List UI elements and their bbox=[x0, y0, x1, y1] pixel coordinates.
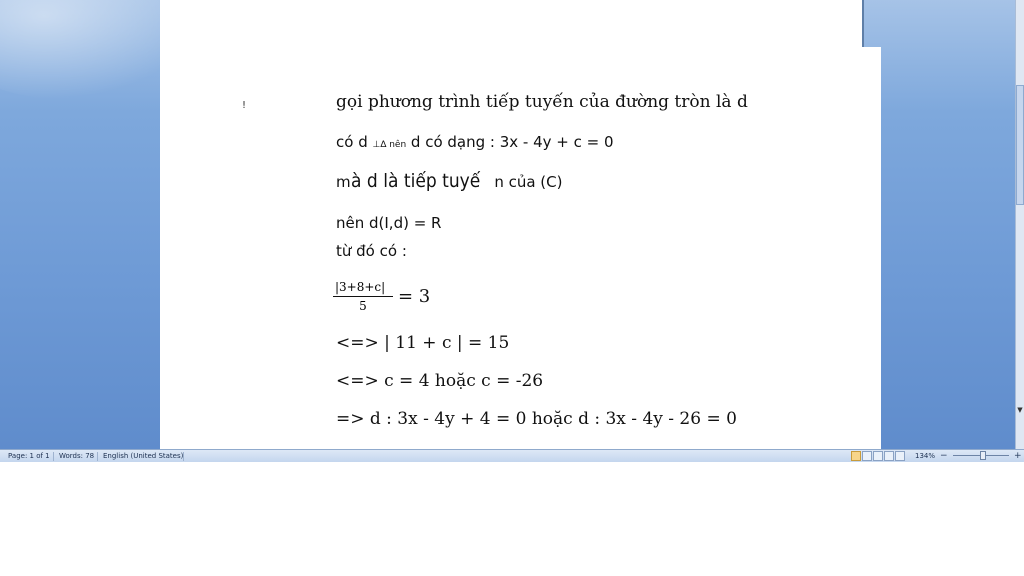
doc-line-2[interactable] bbox=[336, 133, 614, 151]
status-separator bbox=[97, 452, 98, 461]
doc-line-2-subscript: ⊥∆ nên bbox=[372, 140, 407, 150]
doc-line-2-end: d có dạng : 3x - 4y + c = 0 bbox=[406, 133, 614, 151]
scrollbar-thumb[interactable] bbox=[1016, 85, 1024, 205]
doc-line-3-large: à d là tiếp tuyế bbox=[350, 170, 480, 192]
vertical-scrollbar[interactable] bbox=[1015, 0, 1024, 449]
doc-line-3[interactable] bbox=[336, 170, 562, 192]
status-separator bbox=[183, 452, 184, 461]
fraction-numerator: |3+8+c| bbox=[335, 280, 386, 294]
full-screen-reading-icon[interactable] bbox=[862, 451, 872, 461]
zoom-in-icon[interactable]: + bbox=[1014, 451, 1022, 461]
doc-line-3-start: m bbox=[336, 173, 351, 191]
page-edge-shadow bbox=[862, 0, 864, 47]
doc-line-2-start: có d bbox=[336, 133, 373, 151]
draft-icon[interactable] bbox=[895, 451, 905, 461]
print-layout-icon[interactable] bbox=[851, 451, 861, 461]
word-count[interactable]: Words: 78 bbox=[59, 452, 95, 460]
doc-line-8[interactable]: => d : 3x - 4y + 4 = 0 hoặc d : 3x - 4y - 26 = 0 bbox=[336, 409, 737, 429]
zoom-level[interactable]: 134% bbox=[915, 452, 936, 460]
page-count[interactable]: Page: 1 of 1 bbox=[8, 452, 50, 460]
status-bar bbox=[0, 449, 1024, 462]
zoom-slider-thumb[interactable] bbox=[980, 451, 986, 460]
doc-line-4[interactable]: nên d(I,d) = R bbox=[336, 214, 442, 232]
zoom-out-icon[interactable]: − bbox=[940, 451, 948, 461]
document-page-upper bbox=[160, 0, 862, 50]
fraction-denominator: 5 bbox=[359, 299, 367, 313]
stray-mark: ! bbox=[242, 100, 247, 111]
doc-line-5[interactable]: từ đó có : bbox=[336, 242, 407, 260]
doc-line-7[interactable]: <=> c = 4 hoặc c = -26 bbox=[336, 371, 544, 391]
fraction-equation[interactable] bbox=[333, 280, 395, 313]
fraction-bar bbox=[333, 296, 393, 297]
outline-icon[interactable] bbox=[884, 451, 894, 461]
scroll-down-icon[interactable]: ▼ bbox=[1017, 406, 1023, 414]
fraction-rhs: = 3 bbox=[398, 286, 431, 307]
doc-line-6[interactable]: <=> | 11 + c | = 15 bbox=[336, 333, 510, 353]
status-separator bbox=[53, 452, 54, 461]
doc-line-3-end: n của (C) bbox=[494, 173, 563, 191]
web-layout-icon[interactable] bbox=[873, 451, 883, 461]
language-indicator[interactable]: English (United States) bbox=[103, 452, 184, 460]
doc-line-1[interactable]: gọi phương trình tiếp tuyến của đường tròn là d bbox=[336, 92, 748, 112]
